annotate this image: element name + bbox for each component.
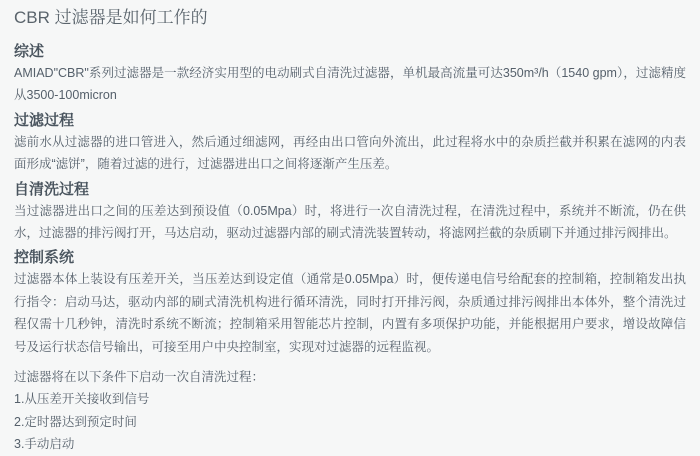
section-control-system <box>14 248 686 358</box>
body-overview: AMIAD"CBR"系列过滤器是一款经济实用型的电动刷式自清洗过滤器，单机最高流量可达350m³/h（1540 gpm），过滤精度从3500-100micron <box>14 66 686 103</box>
page-title: CBR 过滤器是如何工作的 <box>14 8 208 27</box>
condition-item-2: 2.定时器达到预定时间 <box>14 414 137 429</box>
body-control-system: 过滤器本体上装设有压差开关，当压差达到设定值（通常是0.05Mpa）时，便传递电信号给配套的控制箱，控制箱发出执行指令：启动马达，驱动内部的刷式清洗机构进行循环清洗，同时打开排污阀，杂质通过排污阀排出本体外，整个清洗过程仅需十几秒钟，清洗时系统不断流；控制箱采用智能芯片控制，内置有多项保护功能，并能根据用户要求，增设故障信号及运行状态信号输出，可接至用户中央控制室，实现对过滤器的远程监视。 <box>14 272 686 354</box>
heading-control-system: 控制系统 <box>14 249 75 267</box>
self-clean-trigger-conditions <box>14 366 686 456</box>
body-filtration-process: 滤前水从过滤器的进口管进入，然后通过细滤网，再经由出口管向外流出，此过程将水中的杂质拦截并积累在滤网的内表面形成“滤饼”，随着过滤的进行，过滤器进出口之间将逐渐产生压差。 <box>14 134 686 172</box>
condition-item-1: 1.从压差开关接收到信号 <box>14 392 150 407</box>
heading-filtration-process: 过滤过程 <box>14 111 75 129</box>
condition-item-3: 3.手动启动 <box>14 437 75 452</box>
heading-self-cleaning-process: 自清洗过程 <box>14 180 90 198</box>
section-overview <box>14 42 686 107</box>
body-self-cleaning-process: 当过滤器进出口之间的压差达到预设值（0.05Mpa）时，将进行一次自清洗过程，在清洗过程中，系统并不断流，仍在供水，过滤器的排污阀打开，马达启动，驱动过滤器内部的刷式清洗装置转动，将滤网拦截的杂质刷下并通过排污阀排出。 <box>14 203 686 241</box>
section-filtration-process <box>14 111 686 176</box>
conditions-intro: 过滤器将在以下条件下启动一次自清洗过程： <box>14 370 265 385</box>
section-self-cleaning-process <box>14 180 686 245</box>
heading-overview: 综述 <box>14 43 45 60</box>
